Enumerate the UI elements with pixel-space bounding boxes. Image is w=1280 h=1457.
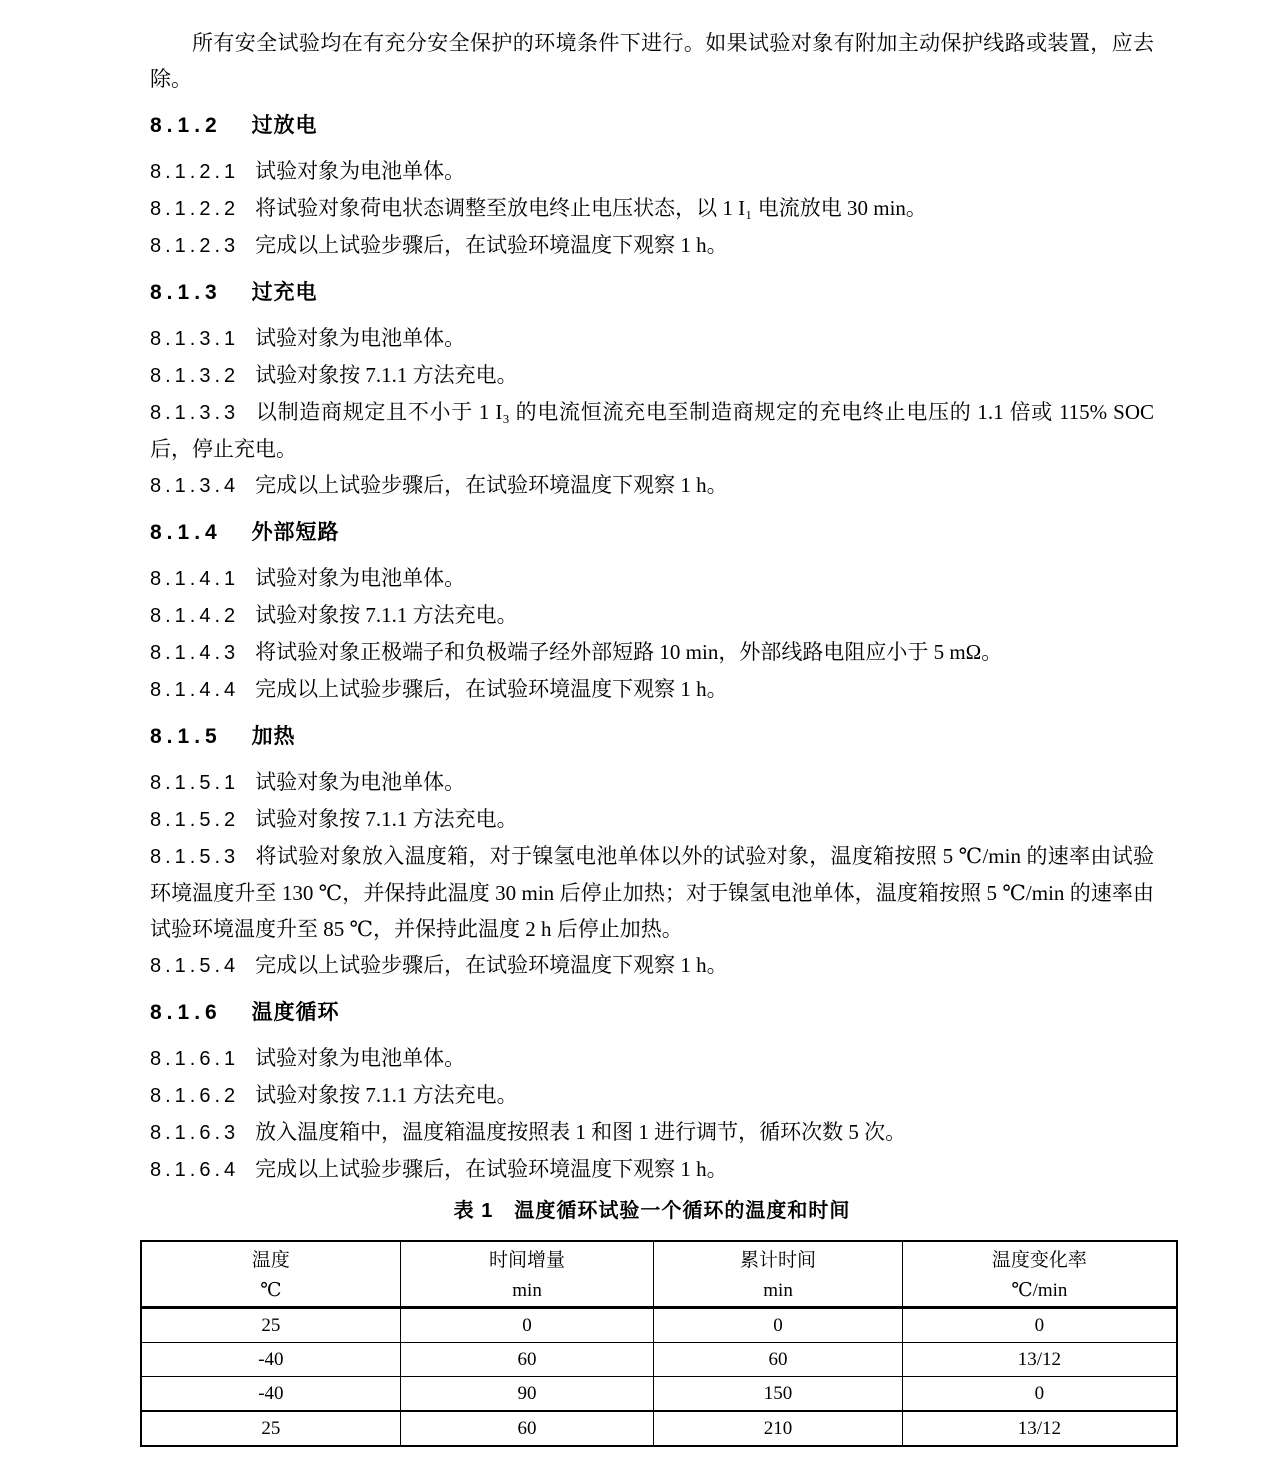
clause-number: 8.1.2.3 <box>150 235 240 257</box>
table-cell: 0 <box>902 1308 1177 1343</box>
clause-8-1-6-4 <box>150 1151 1154 1188</box>
header-label: 温度变化率 <box>991 1250 1087 1271</box>
clause-text: 完成以上试验步骤后，在试验环境温度下观察 1 h。 <box>255 233 728 257</box>
clause-number: 8.1.4.1 <box>150 568 240 590</box>
section-heading-8-1-6 <box>150 1000 1154 1026</box>
clause-8-1-6-2 <box>150 1077 1154 1114</box>
table-header-cell-time-increment <box>400 1241 654 1308</box>
table-cell: 60 <box>400 1343 654 1377</box>
table-row <box>141 1411 1177 1446</box>
section-heading-8-1-5 <box>150 724 1154 750</box>
section-heading-8-1-2 <box>150 113 1154 139</box>
clause-number: 8.1.4.2 <box>150 605 240 627</box>
header-unit: ℃ <box>260 1280 282 1301</box>
clause-text: 完成以上试验步骤后，在试验环境温度下观察 1 h。 <box>255 1157 728 1181</box>
clause-8-1-3-2 <box>150 357 1154 394</box>
clause-number: 8.1.3.2 <box>150 365 240 387</box>
header-label: 温度 <box>251 1250 290 1271</box>
section-title: 加热 <box>251 725 296 748</box>
section-title: 过充电 <box>251 281 318 304</box>
table-cell: 0 <box>902 1377 1177 1412</box>
table-cell: 60 <box>654 1343 902 1377</box>
table-header-cell-temperature <box>141 1241 400 1308</box>
clause-8-1-2-3 <box>150 227 1154 264</box>
table-cell: -40 <box>141 1377 400 1412</box>
section-title: 过放电 <box>251 114 318 137</box>
clause-text: 试验对象为电池单体。 <box>255 566 466 590</box>
clause-8-1-4-1 <box>150 560 1154 597</box>
clause-8-1-5-1 <box>150 764 1154 801</box>
table-cell: 210 <box>654 1411 902 1446</box>
clause-8-1-2-2 <box>150 190 1154 227</box>
section-number: 8.1.2 <box>150 114 222 137</box>
table-cell: 60 <box>400 1411 654 1446</box>
table-cell: -40 <box>141 1343 400 1377</box>
clause-text: 完成以上试验步骤后，在试验环境温度下观察 1 h。 <box>255 953 728 977</box>
clause-8-1-6-3 <box>150 1114 1154 1151</box>
clause-8-1-5-3 <box>150 838 1154 947</box>
clause-number: 8.1.4.3 <box>150 642 240 664</box>
clause-number: 8.1.3.3 <box>150 402 240 424</box>
clause-number: 8.1.6.4 <box>150 1159 240 1181</box>
clause-8-1-2-1 <box>150 153 1154 190</box>
clause-text: 完成以上试验步骤后，在试验环境温度下观察 1 h。 <box>255 677 728 701</box>
temperature-cycle-table <box>140 1240 1178 1447</box>
clause-text: 将试验对象荷电状态调整至放电终止电压状态，以 1 I₁ 电流放电 30 min。 <box>255 196 927 220</box>
table-cell: 13/12 <box>902 1411 1177 1446</box>
clause-number: 8.1.3.1 <box>150 328 240 350</box>
table-cell: 0 <box>400 1308 654 1343</box>
header-unit: ℃/min <box>1011 1280 1068 1301</box>
table-body <box>141 1308 1177 1447</box>
clause-number: 8.1.3.4 <box>150 475 240 497</box>
clause-text: 试验对象按 7.1.1 方法充电。 <box>255 807 518 831</box>
header-label: 时间增量 <box>489 1250 566 1271</box>
table-cell: 90 <box>400 1377 654 1412</box>
clause-8-1-5-4 <box>150 947 1154 984</box>
table-row <box>141 1308 1177 1343</box>
clause-text: 以制造商规定且不小于 1 I₃ 的电流恒流充电至制造商规定的充电终止电压的 1.1 倍或 115% SOC 后，停止充电。 <box>150 400 1154 461</box>
clause-text: 将试验对象放入温度箱，对于镍氢电池单体以外的试验对象，温度箱按照 5 ℃/min 的速率由试验环境温度升至 130 ℃，并保持此温度 30 min 后停止加热；对于镍氢电池单体，温度箱按照 5 ℃/min 的速率由试验环境温度升至 85 ℃，并保持此温度 2 h 后停止加热。 <box>150 844 1154 941</box>
table-header-row <box>141 1241 1177 1308</box>
clause-8-1-3-4 <box>150 467 1154 504</box>
section-heading-8-1-4 <box>150 520 1154 546</box>
table-row <box>141 1343 1177 1377</box>
table-header-cell-cumulative-time <box>654 1241 902 1308</box>
clause-8-1-4-2 <box>150 597 1154 634</box>
table-cell: 150 <box>654 1377 902 1412</box>
clause-8-1-3-3 <box>150 394 1154 467</box>
table-row <box>141 1377 1177 1412</box>
clause-8-1-3-1 <box>150 320 1154 357</box>
clause-8-1-4-3 <box>150 634 1154 671</box>
clause-number: 8.1.5.1 <box>150 772 240 794</box>
clause-8-1-6-1 <box>150 1040 1154 1077</box>
clause-text: 试验对象为电池单体。 <box>255 770 466 794</box>
clause-number: 8.1.6.1 <box>150 1048 240 1070</box>
clause-number: 8.1.5.3 <box>150 846 240 868</box>
clause-text: 试验对象按 7.1.1 方法充电。 <box>255 363 518 387</box>
clause-number: 8.1.5.2 <box>150 809 240 831</box>
section-number: 8.1.6 <box>150 1001 222 1024</box>
clause-number: 8.1.5.4 <box>150 955 240 977</box>
clause-number: 8.1.2.2 <box>150 198 240 220</box>
intro-paragraph: 所有安全试验均在有充分安全保护的环境条件下进行。如果试验对象有附加主动保护线路或装置，应去除。 <box>150 31 1154 91</box>
table-cell: 25 <box>141 1411 400 1446</box>
table-cell: 25 <box>141 1308 400 1343</box>
clause-text: 试验对象为电池单体。 <box>255 159 466 183</box>
clause-text: 完成以上试验步骤后，在试验环境温度下观察 1 h。 <box>255 473 728 497</box>
section-title: 温度循环 <box>251 1001 340 1024</box>
table-header-cell-temp-change-rate <box>902 1241 1177 1308</box>
section-heading-8-1-3 <box>150 280 1154 306</box>
clause-number: 8.1.6.3 <box>150 1122 240 1144</box>
table-cell: 13/12 <box>902 1343 1177 1377</box>
clause-text: 将试验对象正极端子和负极端子经外部短路 10 min，外部线路电阻应小于 5 mΩ。 <box>255 640 1003 664</box>
clause-8-1-5-2 <box>150 801 1154 838</box>
clause-text: 试验对象按 7.1.1 方法充电。 <box>255 1083 518 1107</box>
header-label: 累计时间 <box>740 1250 817 1271</box>
header-unit: min <box>763 1280 793 1301</box>
clause-8-1-4-4 <box>150 671 1154 708</box>
section-title: 外部短路 <box>251 521 340 544</box>
clause-text: 试验对象按 7.1.1 方法充电。 <box>255 603 518 627</box>
section-number: 8.1.4 <box>150 521 222 544</box>
clause-text: 试验对象为电池单体。 <box>255 1046 466 1070</box>
section-number: 8.1.5 <box>150 725 222 748</box>
section-number: 8.1.3 <box>150 281 222 304</box>
clause-text: 试验对象为电池单体。 <box>255 326 466 350</box>
clause-number: 8.1.6.2 <box>150 1085 240 1107</box>
table-title: 表 1 温度循环试验一个循环的温度和时间 <box>453 1200 851 1222</box>
clause-text: 放入温度箱中，温度箱温度按照表 1 和图 1 进行调节，循环次数 5 次。 <box>255 1120 907 1144</box>
table-header <box>141 1241 1177 1308</box>
header-unit: min <box>512 1280 542 1301</box>
table-cell: 0 <box>654 1308 902 1343</box>
clause-number: 8.1.2.1 <box>150 161 240 183</box>
clause-number: 8.1.4.4 <box>150 679 240 701</box>
